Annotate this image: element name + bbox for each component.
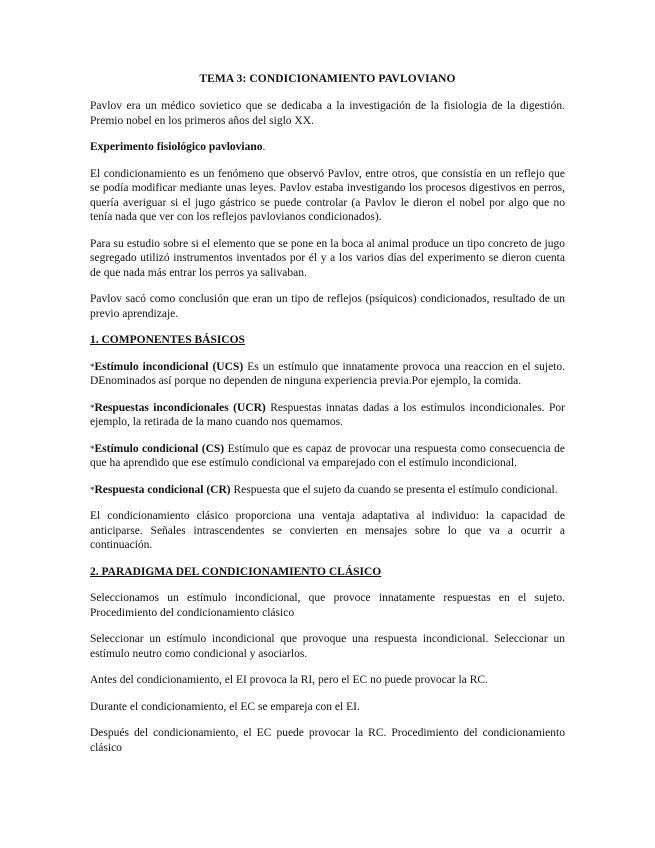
paragraph-durante: Durante el condicionamiento, el EC se empareja con el EI.: [90, 700, 360, 713]
paragraph-despues: Después del condicionamiento, el EC puede provocar la RC. Procedimiento del condicionamiento clásico: [90, 727, 565, 754]
bullet-icon: *: [90, 484, 95, 495]
term-definition: Es un estímulo que innatamente provoca una reaccion en el sujeto. DEnominados así porque no dependen de ninguna experiencia previa.Por ejemplo, la comida.: [90, 360, 566, 387]
paragraph-seleccionamos: Seleccionamos un estímulo incondicional, que provoce innatamente respuestas en el sujeto. Procedimiento del condicionamiento clásico: [90, 592, 565, 619]
section-heading-componentes: 1. COMPONENTES BÁSICOS: [90, 334, 245, 346]
term-label: Respuesta condicional (CR): [94, 483, 231, 496]
list-item: [90, 360, 565, 389]
term-label: Respuestas incondicionales (UCR): [94, 401, 266, 414]
bullet-icon: *: [90, 402, 95, 413]
term-label: Estímulo condicional (CS): [94, 442, 225, 455]
term-definition: Respuestas innatas dadas a los estímulos incondicionales. Por ejemplo, la retirada de la mano cuando nos quemamos.: [90, 401, 565, 428]
paragraph-conclusion: Pavlov sacó como conclusión que eran un tipo de reflejos (psíquicos) condicionados, resultado de un previo aprendizaje.: [90, 293, 565, 320]
term-label: Estímulo incondicional (UCS): [94, 360, 244, 373]
list-item: [90, 483, 565, 498]
subheading-experiment: [90, 140, 565, 155]
section-heading-paradigma: 2. PARADIGMA DEL CONDICIONAMIENTO CLÁSICO: [90, 565, 382, 578]
bullet-icon: *: [90, 443, 95, 454]
term-definition: Estímulo que es capaz de provocar una respuesta como consecuencia de que ha aprendido que ese estímulo condicional va emparejado con el estímulo incondicional.: [90, 442, 565, 469]
term-definition: Respuesta que el sujeto da cuando se presenta el estímulo condicional.: [230, 483, 558, 496]
list-item: [90, 401, 565, 430]
bullet-icon: *: [90, 361, 95, 372]
paragraph-estudio: Para su estudio sobre si el elemento que se pone en la boca al animal produce un tipo concreto de jugo segregado utilizó instrumentos inventados por él y a los varios días del experimento se dieron cuenta de que nada más entrar los perros ya salivaban.: [90, 237, 565, 279]
paragraph-seleccionar: Seleccionar un estímulo incondicional que provoque una respuesta incondicional. Seleccionar un estímulo neutro como condicional y asociarlos.: [90, 633, 565, 660]
subheading-text: Experimento fisiológico pavloviano: [90, 141, 263, 153]
list-item: [90, 442, 565, 471]
paragraph-antes: Antes del condicionamiento, el EI provoca la RI, pero el EC no puede provocar la RC.: [90, 674, 488, 686]
subheading-period: .: [262, 141, 266, 153]
page-title: TEMA 3: CONDICIONAMIENTO PAVLOVIANO: [199, 73, 456, 85]
intro-paragraph: Pavlov era un médico sovietico que se dedicaba a la investigación de la fisiologia de la digestión. Premio nobel en los primeros años del siglo XX.: [90, 100, 565, 127]
paragraph-condicionamiento: El condicionamiento es un fenómeno que observó Pavlov, entre otros, que consistía en un reflejo que se podía modificar mediante unas leyes. Pavlov estaba investigando los procesos digestivos en perros, quería averiguar si el jugo gástrico se puede controlar (a Pavlov le dieron el nobel por algo que no tenía nada que ver con los reflejos pavlovianos condicionados).: [90, 167, 565, 223]
paragraph-ventaja: El condicionamiento clásico proporciona una ventaja adaptativa al individuo: la capacidad de anticiparse. Señales intrascendentes se convierten en mensajes sobre lo que va a ocurrir a continuación.: [90, 510, 565, 551]
